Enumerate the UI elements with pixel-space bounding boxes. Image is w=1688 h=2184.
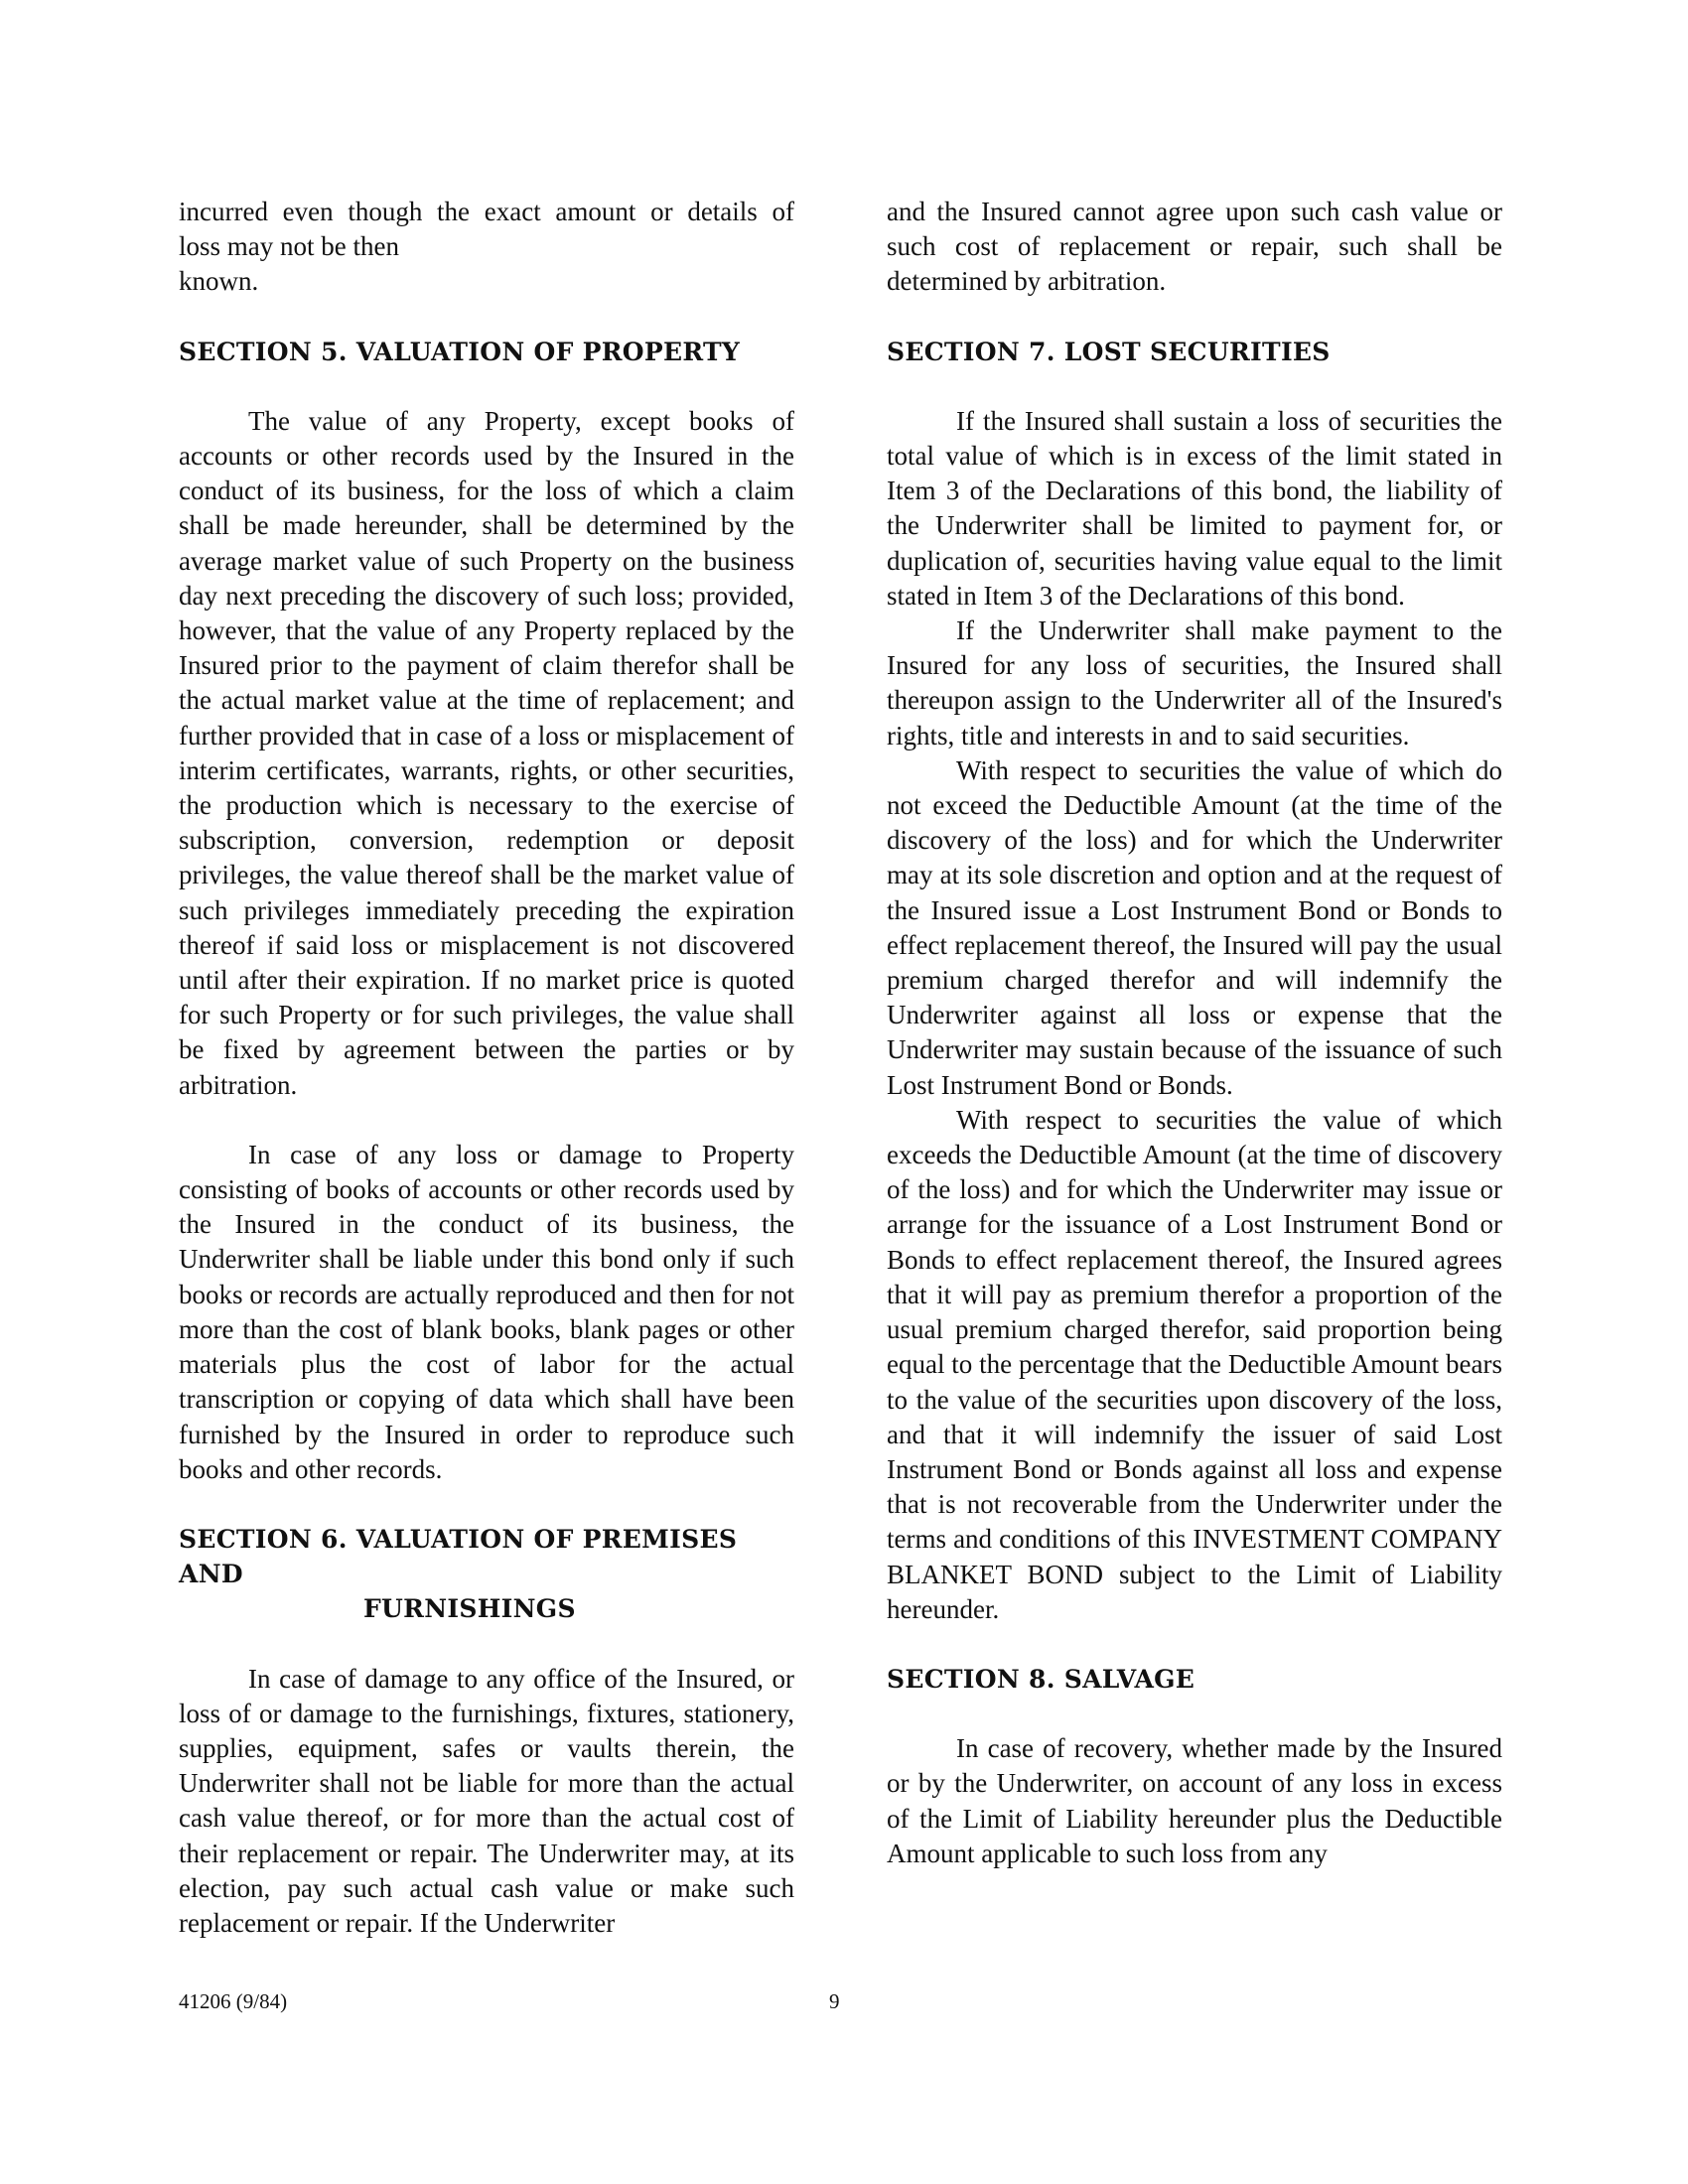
section-8-heading: SECTION 8. SALVAGE xyxy=(887,1664,1196,1694)
continuation-line-1: incurred even though the exact amount or details of xyxy=(179,197,794,226)
section-7-paragraph-2: If the Underwriter shall make payment to the Insured for any loss of securities, the Insured shall thereupon assign to the Underwriter all of the Insured's rights, title and interests in and to said securities. xyxy=(887,615,1502,751)
continuation-line-3: known. xyxy=(179,266,259,297)
section-5-paragraph-2: In case of any loss or damage to Property consisting of books of accounts or other records used by the Insured in the conduct of its business, the Underwriter shall be liable under this bond only if such books or records are actually reproduced and then for not more than the cost of blank books, blank pages or other materials plus the cost of labor for the actual transcription or copying of data which shall have been furnished by the Insured in order to reproduce such books and other records. xyxy=(179,1139,794,1484)
right-column xyxy=(887,195,1502,1871)
section-7-paragraph-1: If the Insured shall sustain a loss of securities the total value of which is in excess of the limit stated in Item 3 of the Declarations of this bond, the liability of the Underwriter shall be limited to payment for, or duplication of, securities having value equal to the limit stated in Item 3 of the Declarations of this bond. xyxy=(887,405,1502,611)
section-7-paragraph-4: With respect to securities the value of which exceeds the Deductible Amount (at the time of discovery of the loss) and for which the Underwriter may issue or arrange for the issuance of a Lost Instrument Bond or Bonds to effect replacement thereof, the Insured agrees that it will pay as premium therefor a proportion of the usual premium charged therefor, said proportion being equal to the percentage that the Deductible Amount bears to the value of the securities upon discovery of the loss, and that it will indemnify the issuer of said Lost Instrument Bond or Bonds against all loss and expense that is not recoverable from the Underwriter under the terms and conditions of this INVESTMENT COMPANY BLANKET BOND subject to the Limit of Liability hereunder. xyxy=(887,1104,1502,1624)
section-7-heading: SECTION 7. LOST SECURITIES xyxy=(887,337,1331,366)
form-number: 41206 (9/84) xyxy=(179,1989,288,2013)
section-5-paragraph-1: The value of any Property, except books of accounts or other records used by the Insured in the conduct of its business, for the loss of which a claim shall be made hereunder, shall be determined by the average market value of such Property on the business day next preceding the discovery of such loss; provided, however, that the value of any Property replaced by the Insured prior to the payment of claim therefor shall be the actual market value at the time of replacement; and further provided that in case of a loss or misplacement of interim certificates, warrants, rights, or other securities, the production which is necessary to the exercise of subscription, conversion, redemption or deposit privileges, the value thereof shall be the market value of such privileges immediately preceding the expiration thereof if said loss or misplacement is not discovered until after their expiration. If no market price is quoted for such Property or for such privileges, the value shall be fixed by agreement between the parties or by arbitration. xyxy=(179,405,794,1100)
continuation-text-right: and the Insured cannot agree upon such cash value or such cost of replacement or repair, such shall be determined by arbitration. xyxy=(887,197,1502,297)
page-number: 9 xyxy=(829,1989,840,2013)
section-8-paragraph-1: In case of recovery, whether made by the Insured or by the Underwriter, on account of any loss in excess of the Limit of Liability hereunder plus the Deductible Amount applicable to such loss from any xyxy=(887,1733,1502,1868)
section-5-heading: SECTION 5. VALUATION OF PROPERTY xyxy=(179,337,741,366)
section-6-paragraph-1: In case of damage to any office of the Insured, or loss of or damage to the furnishings, fixtures, stationery, supplies, equipment, safes or vaults therein, the Underwriter shall not be liable for more than the actual cash value thereof, or for more than the actual cost of their replacement or repair. The Underwriter may, at its election, pay such actual cash value or make such replacement or repair. If the Underwriter xyxy=(179,1663,794,1938)
section-7-paragraph-3: With respect to securities the value of which do not exceed the Deductible Amount (at the time of the discovery of the loss) and for which the Underwriter may at its sole discretion and option and at the request of the Insured issue a Lost Instrument Bond or Bonds to effect replacement thereof, the Insured will pay the usual premium charged therefor and will indemnify the Underwriter against all loss or expense that the Underwriter may sustain because of the issuance of such Lost Instrument Bond or Bonds. xyxy=(887,754,1502,1100)
section-6-heading-line-2: FURNISHINGS xyxy=(363,1594,576,1624)
section-6-heading xyxy=(179,1522,794,1627)
section-6-heading-line-1: SECTION 6. VALUATION OF PREMISES AND xyxy=(179,1524,738,1589)
continuation-text xyxy=(179,195,794,300)
continuation-line-2: loss may not be then xyxy=(179,231,399,262)
left-column xyxy=(179,195,794,1941)
